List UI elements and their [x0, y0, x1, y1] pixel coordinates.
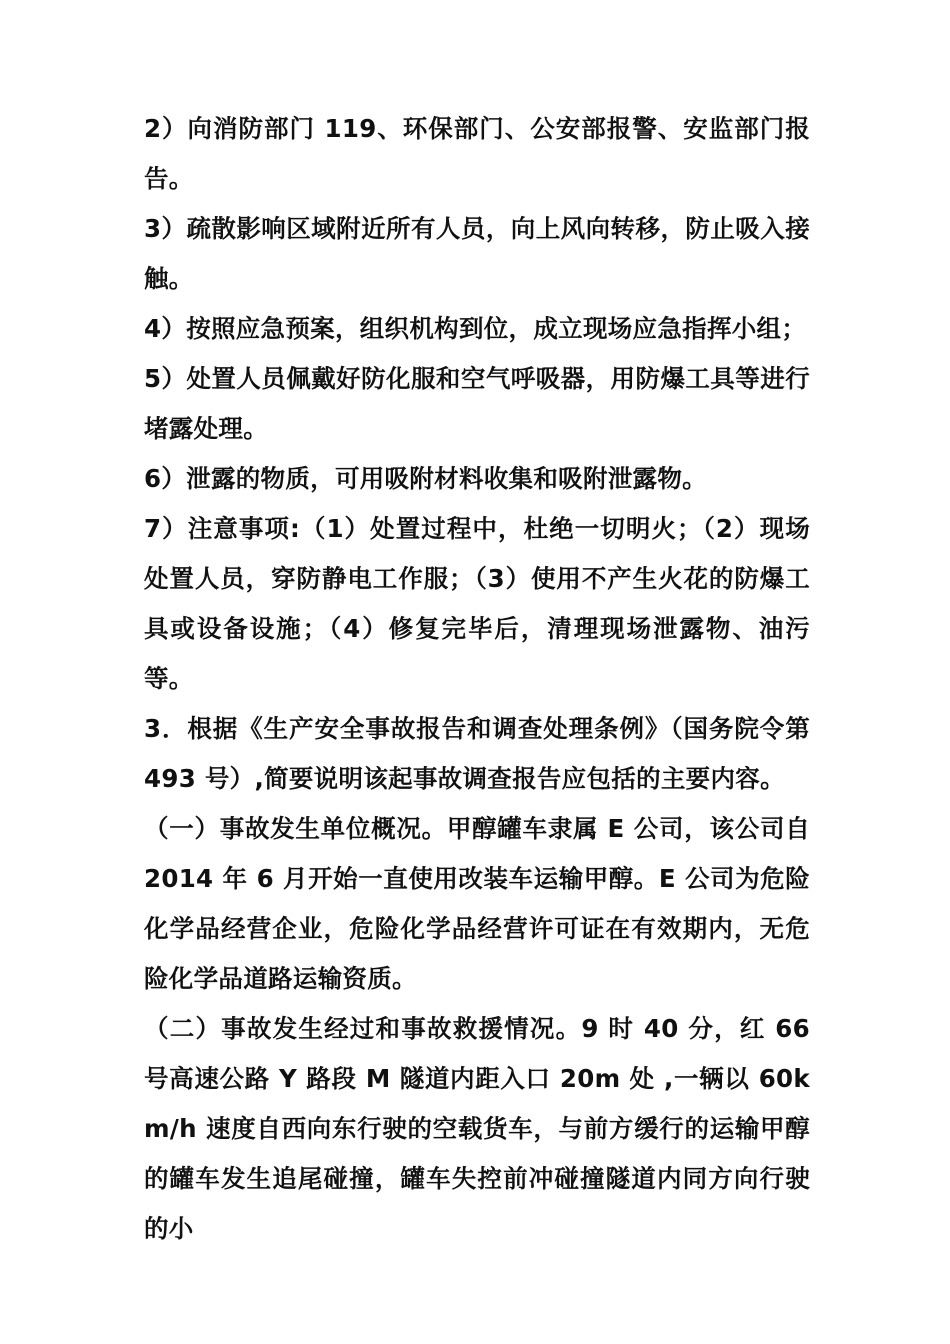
paragraph-question-3: 3．根据《生产安全事故报告和调查处理条例》（国务院令第 493 号）,简要说明该起事故调查报告应包括的主要内容。	[144, 714, 810, 793]
paragraph-section-1-overview: （一）事故发生单位概况。甲醇罐车隶属 E 公司，该公司自 2014 年 6 月开始一直使用改装车运输甲醇。E 公司为危险化学品经营企业，危险化学品经营许可证在有效期内，无危险化学品道路运输资质。	[144, 814, 810, 993]
paragraph-step-7-precautions: 7）注意事项:（1）处置过程中，杜绝一切明火；（2）现场处置人员，穿防静电工作服；（3）使用不产生火花的防爆工具或设备设施；（4）修复完毕后，清理现场泄露物、油污等。	[144, 514, 810, 693]
paragraph-step-5-protection: 5）处置人员佩戴好防化服和空气呼吸器，用防爆工具等进行堵露处理。	[144, 364, 810, 443]
paragraph-step-2-report: 2）向消防部门 119、环保部门、公安部报警、安监部门报告。	[144, 114, 810, 193]
paragraph-step-6-absorb: 6）泄露的物质，可用吸附材料收集和吸附泄露物。	[144, 464, 707, 493]
paragraph-step-4-command: 4）按照应急预案，组织机构到位，成立现场应急指挥小组；	[144, 314, 807, 343]
document-body	[144, 104, 810, 1254]
paragraph-step-3-evacuate: 3）疏散影响区域附近所有人员，向上风向转移，防止吸入接触。	[144, 214, 810, 293]
paragraph-section-2-accident: （二）事故发生经过和事故救援情况。9 时 40 分，红 66 号高速公路 Y 路段 M 隧道内距入口 20m 处 ,一辆以 60km/h 速度自西向东行驶的空载货车，与前方缓行的运输甲醇的罐车发生追尾碰撞，罐车失控前冲碰撞隧道内同方向行驶的小	[144, 1014, 810, 1243]
